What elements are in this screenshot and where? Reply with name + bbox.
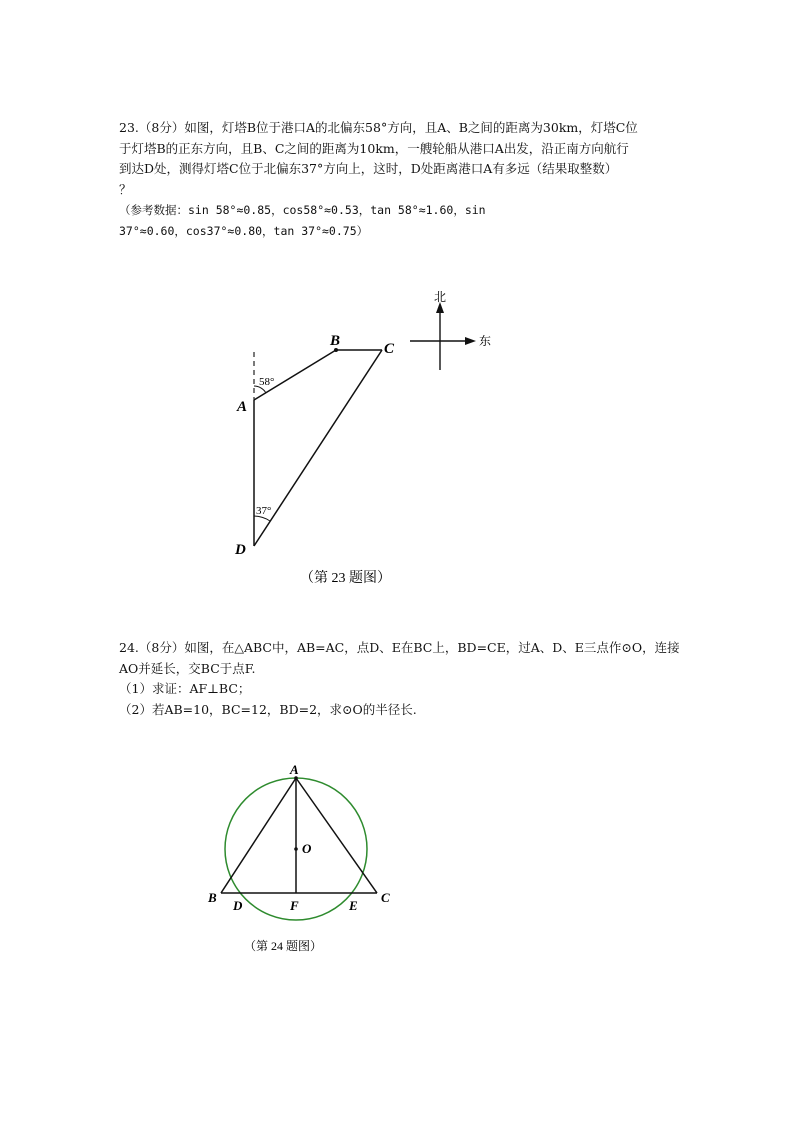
q23-line-1: 23.（8分）如图，灯塔B位于港口A的北偏东58°方向，且A、B之间的距离为30km，灯塔C位 [119,120,638,135]
figure-24 [207,762,390,953]
label-F: F [290,898,299,913]
segment-AB [221,778,296,893]
label-B: B [330,333,341,349]
label-E: E [349,898,358,913]
figure-24-caption: （第 24 题图） [244,939,323,953]
q24-line-1: 24.（8分）如图，在△ABC中，AB=AC，点D、E在BC上，BD=CE，过A、D、E三点作⊙O，连接 [119,640,680,655]
label-O: O [302,841,312,856]
q23-ref-line-1: （参考数据：sin 58°≈0.85，cos58°≈0.53，tan 58°≈1.60，sin [119,203,486,217]
label-D: D [235,542,246,558]
q23-ref-line-2: 37°≈0.60，cos37°≈0.80，tan 37°≈0.75） [119,223,369,238]
figure-23-caption: （第 23 题图） [300,571,391,586]
q24-line-4: （2）若AB=10，BC=12，BD=2，求⊙O的半径长. [119,701,417,717]
point-O [294,847,298,851]
compass-east-label: 东 [479,334,492,348]
q23-line-3: 到达D处，测得灯塔C位于北偏东37°方向上，这时，D处距离港口A有多远（结果取整数） [119,161,618,176]
label-C: C [384,341,395,357]
segment-AC [296,778,377,893]
label-A: A [290,762,299,777]
figure-23 [234,290,491,586]
segment-AB [254,350,336,400]
label-C: C [381,890,390,905]
q24-line-3: （1）求证：AF⊥BC； [119,681,251,696]
angle-label-58: 58° [259,376,275,388]
q24-line-2: AO并延长，交BC于点F. [119,660,256,676]
angle-label-37: 37° [256,505,272,517]
q23-line-2: 于灯塔B的正东方向，且B、C之间的距离为10km，一艘轮船从港口A出发，沿正南方向航行 [119,140,629,156]
label-D: D [233,898,243,913]
label-A: A [237,399,248,415]
label-B: B [208,890,217,905]
compass-north-label: 北 [434,290,447,304]
q23-line-4: ？ [119,181,132,197]
compass-icon [410,302,476,370]
